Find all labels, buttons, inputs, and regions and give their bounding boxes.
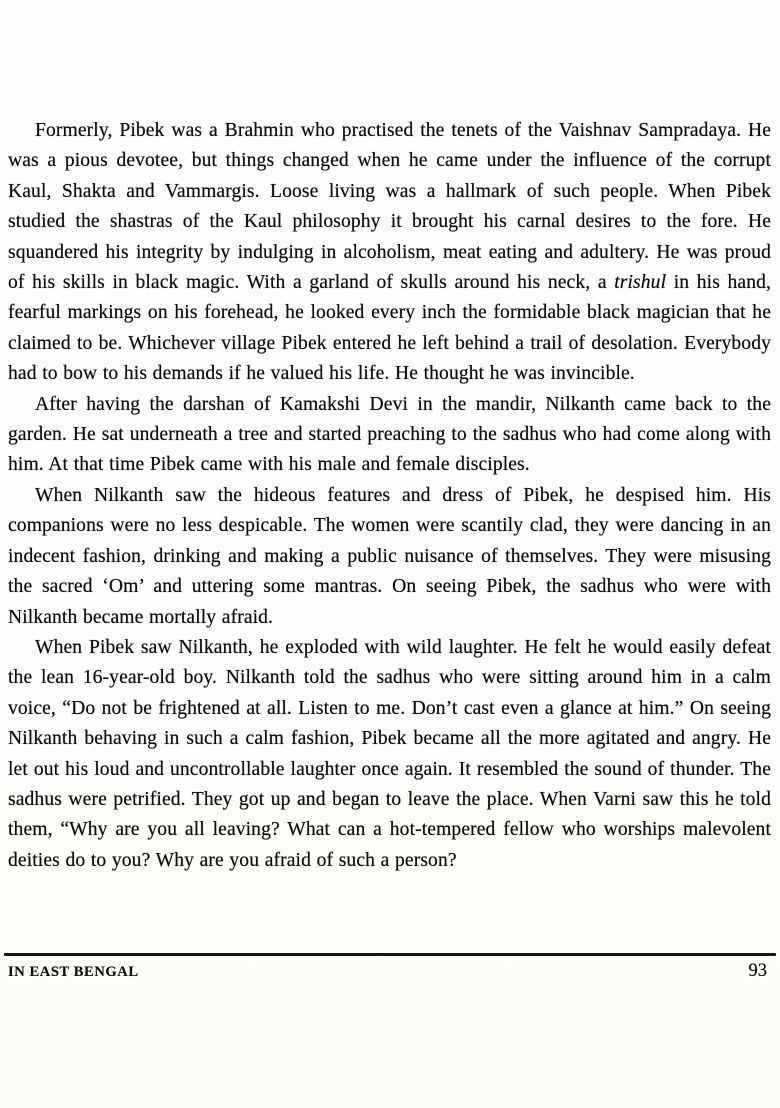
- paragraph-1-text-after: in his hand, fearful markings on his forehead, he looked every inch the formidable black magician that he claimed to be. Whichever village Pibek entered he left behind a trail of desolation. Everybody had to bow to his demands if he valued his life. He thought he was invincible.: [8, 272, 771, 385]
- paragraph-3: When Nilkanth saw the hideous features and dress of Pibek, he despised him. His companions were no less despicable. The women were scantily clad, they were dancing in an indecent fashion, drinking and making a public nuisance of themselves. They were misusing the sacred ‘Om’ and uttering some mantras. On seeing Pibek, the sadhus who were with Nilkanth became mortally afraid.: [8, 484, 771, 628]
- page-footer: [8, 961, 767, 982]
- italic-term-trishul: trishul: [614, 272, 667, 294]
- body-text: [8, 116, 771, 876]
- paragraph-1: [8, 116, 771, 390]
- paragraph-4: When Pibek saw Nilkanth, he exploded with wild laughter. He felt he would easily defeat the lean 16-year-old boy. Nilkanth told the sadhus who were sitting around him in a calm voice, “Do not be frightened at all. Listen to me. Don’t cast even a glance at him.” On seeing Nilkanth behaving in such a calm fashion, Pibek became all the more agitated and angry. He let out his loud and uncontrollable laughter once again. It resembled the sound of thunder. The sadhus were petrified. They got up and began to leave the place. When Varni saw this he told them, “Why are you all leaving? What can a hot-tempered fellow who worships malevolent deities do to you? Why are you afraid of such a person?: [8, 636, 771, 871]
- running-header: IN EAST BENGAL: [8, 964, 139, 980]
- paragraph-1-text-before: Formerly, Pibek was a Brahmin who practised the tenets of the Vaishnav Sampradaya. He was a pious devotee, but things changed when he came under the influence of the corrupt Kaul, Shakta and Vammargis. Loose living was a hallmark of such people. When Pibek studied the shastras of the Kaul philosophy it brought his carnal desires to the fore. He squandered his integrity by indulging in alcoholism, meat eating and adultery. He was proud of his skills in black magic. With a garland of skulls around his neck, a: [8, 120, 771, 294]
- paragraph-2: After having the darshan of Kamakshi Devi in the mandir, Nilkanth came back to the garden. He sat underneath a tree and started preaching to the sadhus who had come along with him. At that time Pibek came with his male and female disciples.: [8, 393, 771, 476]
- footer-rule: [4, 953, 776, 956]
- page-number: 93: [748, 961, 767, 981]
